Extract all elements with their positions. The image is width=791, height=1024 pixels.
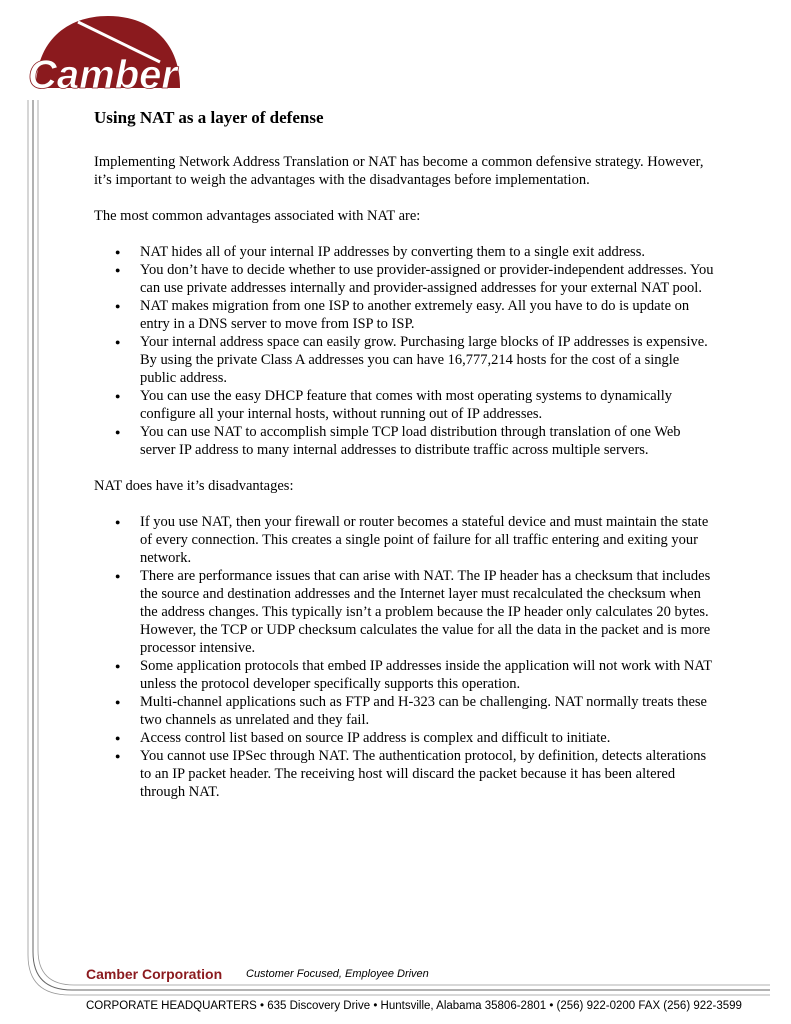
list-item: ● Your internal address space can easily grow. Purchasing large blocks of IP addresses is expensive. By using the private Class A addresses you can have 16,777,214 hosts for the cost of a single public address. <box>94 333 714 387</box>
list-item: ● You cannot use IPSec through NAT. The authentication protocol, by definition, detects alterations to an IP packet header. The receiving host will discard the packet because it has been altered through NAT. <box>94 747 714 801</box>
disadvantages-list <box>94 513 714 801</box>
list-item: ● If you use NAT, then your firewall or router becomes a stateful device and must maintain the state of every connection. This creates a single point of failure for all traffic entering and exiting your network. <box>94 513 714 567</box>
camber-logo <box>0 0 200 100</box>
logo-wordmark: Camber <box>28 53 177 97</box>
list-item: ● You don’t have to decide whether to use provider-assigned or provider-independent addresses. You can use private addresses internally and provider-assigned addresses for your external NAT pool. <box>94 261 714 297</box>
list-item: ● There are performance issues that can arise with NAT. The IP header has a checksum that includes the source and destination addresses and the Internet layer must recalculated the checksum when the address changes. This typically isn’t a problem because the IP header only calculates 20 bytes. However, the TCP or UDP checksum calculates the value for all the data in the packet and is more processor intensive. <box>94 567 714 657</box>
advantages-list <box>94 243 714 459</box>
footer-address: CORPORATE HEADQUARTERS • 635 Discovery Drive • Huntsville, Alabama 35806-2801 • (256) 922-0200 FAX (256) 922-3599 <box>86 1000 742 1012</box>
list-item: ● Access control list based on source IP address is complex and difficult to initiate. <box>94 729 714 747</box>
document-body <box>94 108 714 801</box>
disadvantages-lead: NAT does have it’s disadvantages: <box>94 478 294 494</box>
list-item: ● You can use NAT to accomplish simple TCP load distribution through translation of one Web server IP address to many internal addresses to distribute traffic across multiple servers. <box>94 423 714 459</box>
page-title: Using NAT as a layer of defense <box>94 108 324 127</box>
list-item: ● NAT makes migration from one ISP to another extremely easy. All you have to do is update on entry in a DNS server to move from ISP to ISP. <box>94 297 714 333</box>
list-item: ● Multi-channel applications such as FTP and H-323 can be challenging. NAT normally treats these two channels as unrelated and they fail. <box>94 693 714 729</box>
advantages-lead: The most common advantages associated with NAT are: <box>94 208 421 224</box>
footer-tagline: Customer Focused, Employee Driven <box>246 968 429 980</box>
list-item: ● You can use the easy DHCP feature that comes with most operating systems to dynamically configure all your internal hosts, without running out of IP addresses. <box>94 387 714 423</box>
list-item: ● NAT hides all of your internal IP addresses by converting them to a single exit address. <box>94 243 714 261</box>
intro-paragraph: Implementing Network Address Translation or NAT has become a common defensive strategy. However, it’s important to weigh the advantages with the disadvantages before implementation. <box>94 154 704 188</box>
list-item: ● Some application protocols that embed IP addresses inside the application will not work with NAT unless the protocol developer specifically supports this operation. <box>94 657 714 693</box>
footer-company-name: Camber Corporation <box>86 966 223 982</box>
